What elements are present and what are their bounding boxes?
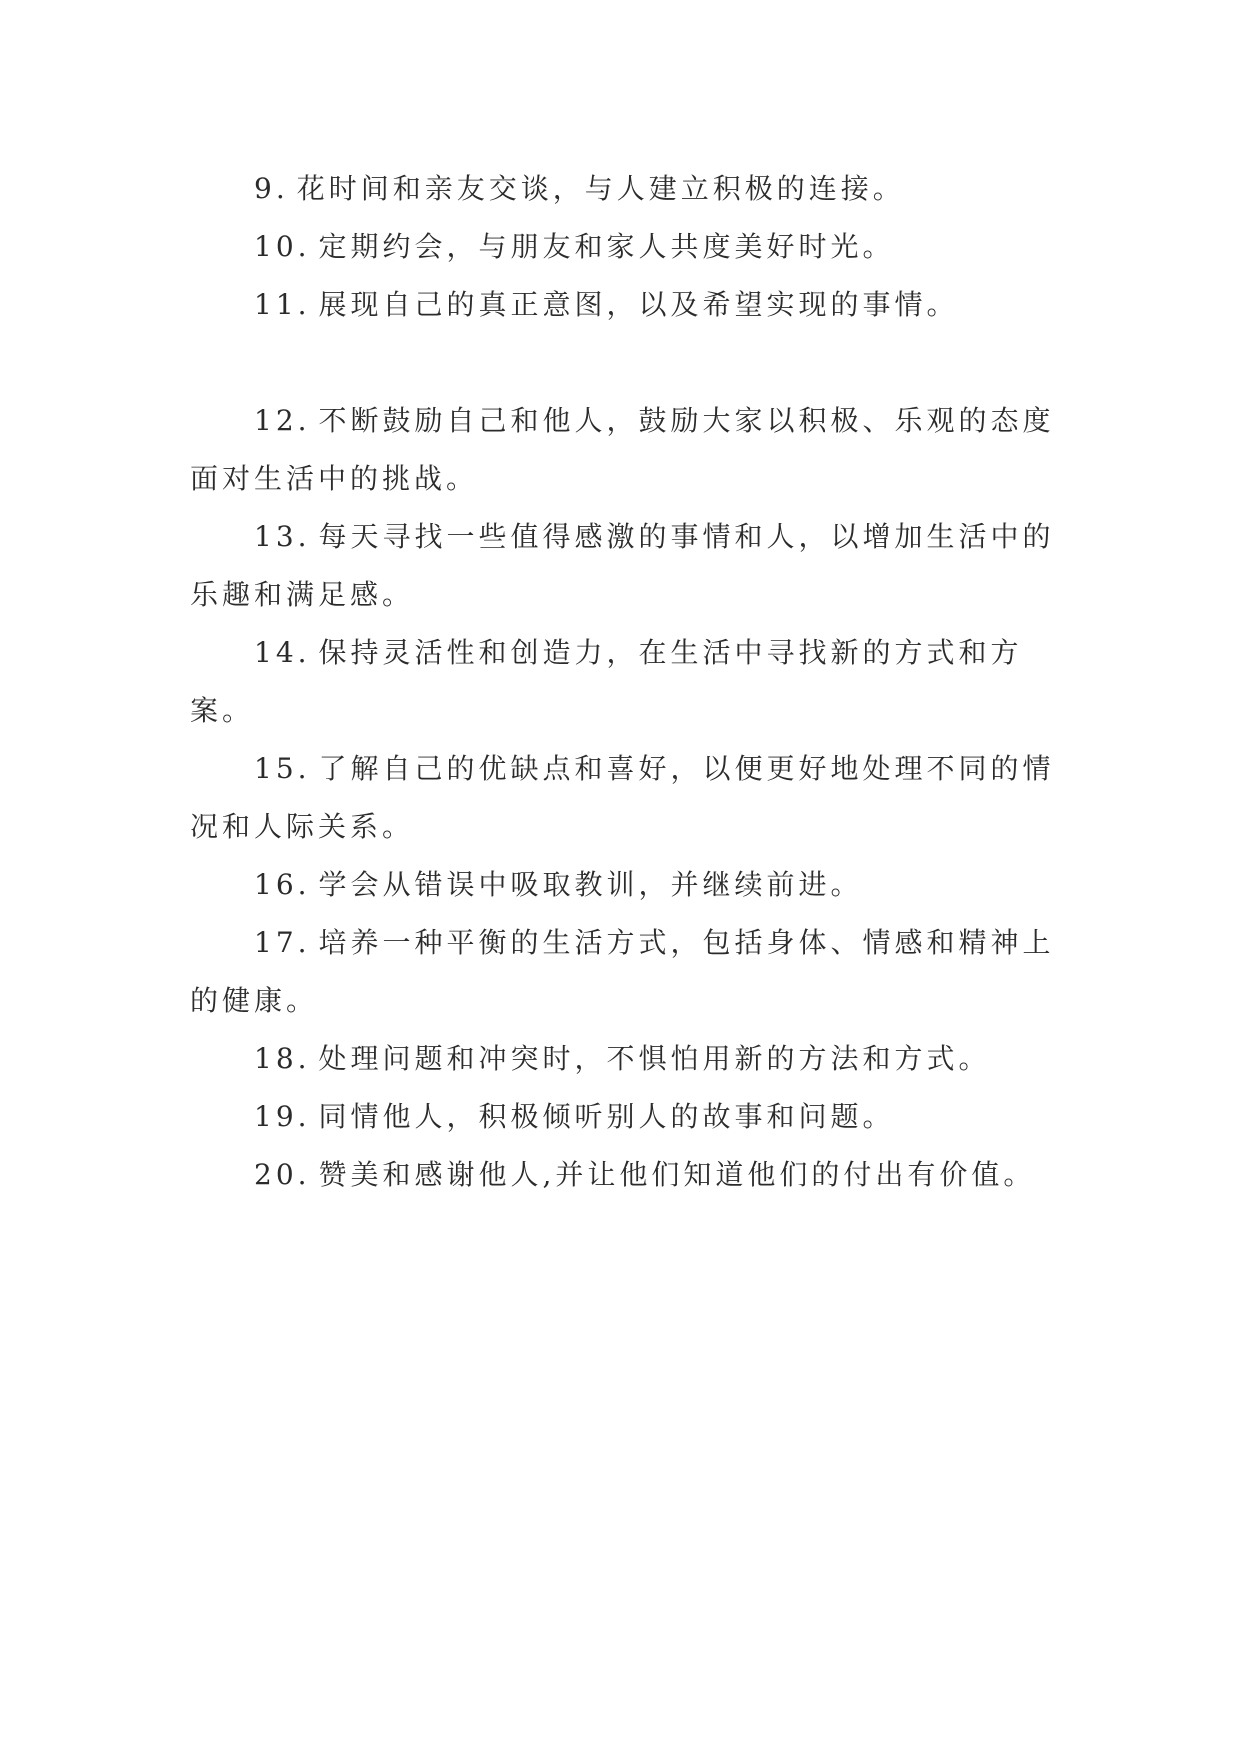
item-number: 15.: [254, 752, 311, 785]
item-text: 同情他人，积极倾听别人的故事和问题。: [318, 1100, 895, 1133]
item-number: 17.: [254, 926, 311, 959]
item-text: 展现自己的真正意图，以及希望实现的事情。: [318, 288, 959, 321]
list-item: [190, 1146, 1056, 1204]
item-text: 赞美和感谢他人,并让他们知道他们的付出有价值。: [318, 1158, 1036, 1191]
item-text: 每天寻找一些值得感激的事情和人，以增加生活中的乐趣和满足感。: [190, 520, 1055, 611]
item-text: 花时间和亲友交谈，与人建立积极的连接。: [296, 172, 905, 205]
list-item: [190, 392, 1056, 508]
item-number: 9.: [254, 172, 289, 205]
list-item: [190, 160, 1056, 218]
item-number: 16.: [254, 868, 311, 901]
list-item: [190, 914, 1056, 1030]
list-item: [190, 624, 1056, 740]
list-item: [190, 218, 1056, 276]
item-number: 11.: [254, 288, 311, 321]
list-item: [190, 276, 1056, 334]
item-number: 14.: [254, 636, 311, 669]
item-number: 20.: [254, 1158, 311, 1191]
item-number: 12.: [254, 404, 311, 437]
item-text: 学会从错误中吸取教训，并继续前进。: [318, 868, 863, 901]
item-text: 了解自己的优缺点和喜好，以便更好地处理不同的情况和人际关系。: [190, 752, 1055, 843]
item-text: 定期约会，与朋友和家人共度美好时光。: [318, 230, 895, 263]
list-item: [190, 1088, 1056, 1146]
item-text: 处理问题和冲突时，不惧怕用新的方法和方式。: [318, 1042, 991, 1075]
list-item: [190, 856, 1056, 914]
item-number: 13.: [254, 520, 311, 553]
list-item: [190, 508, 1056, 624]
item-text: 保持灵活性和创造力，在生活中寻找新的方式和方案。: [190, 636, 1023, 727]
item-number: 19.: [254, 1100, 311, 1133]
item-number: 10.: [254, 230, 311, 263]
list-item: [190, 740, 1056, 856]
item-number: 18.: [254, 1042, 311, 1075]
list-item: [190, 1030, 1056, 1088]
item-text: 培养一种平衡的生活方式，包括身体、情感和精神上的健康。: [190, 926, 1055, 1017]
item-text: 不断鼓励自己和他人，鼓励大家以积极、乐观的态度面对生活中的挑战。: [190, 404, 1055, 495]
document-body: [190, 160, 1056, 1204]
